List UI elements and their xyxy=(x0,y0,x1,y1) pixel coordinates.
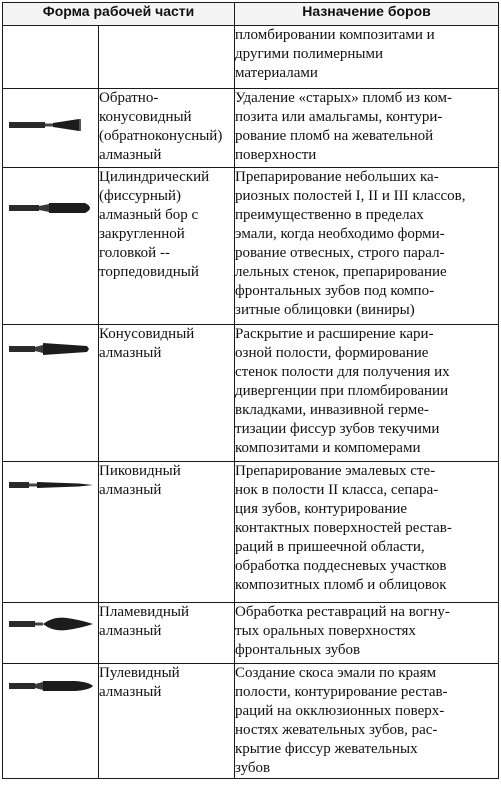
flame-bur-icon xyxy=(9,615,97,633)
bur-purpose-cell xyxy=(235,325,499,462)
bur-purpose-cell xyxy=(235,603,499,664)
table-header-row xyxy=(3,3,499,26)
burs-table xyxy=(2,2,499,779)
bur-name-cell xyxy=(99,26,235,89)
bur-name-cell xyxy=(99,603,235,664)
table-row xyxy=(3,462,499,603)
bur-purpose: Обработка реставраций на вогну- тых оральных поверхностях фронтальных зубов xyxy=(235,604,450,658)
table-row xyxy=(3,89,499,168)
bur-purpose-cell xyxy=(235,462,499,603)
header-shape: Форма рабочей части xyxy=(3,3,235,26)
bur-purpose-cell xyxy=(235,89,499,168)
bur-name: Цилиндрический (фиссурный) алмазный бор с закругленной головкой -- торпедовидный xyxy=(99,169,210,280)
bur-image-cell xyxy=(3,664,99,779)
bur-name: Пулевидный алмазный xyxy=(99,665,180,700)
bur-name-cell xyxy=(99,664,235,779)
bur-name-cell xyxy=(99,89,235,168)
bur-purpose-cell xyxy=(235,26,499,89)
cone-bur-icon xyxy=(9,341,97,357)
bur-name: Обратно- конусовидный (обратноконусный) алмазный xyxy=(99,90,223,163)
torpedo-bur-icon xyxy=(9,200,97,216)
table-row xyxy=(3,168,499,325)
bur-purpose-cell xyxy=(235,664,499,779)
bur-purpose: Препарирование эмалевых сте- нок в полости II класса, сепара- ция зубов, контурирование контактных поверхностей рестав- раций в пришеечной области, обработка поддесневых участков композитных пломб и облицовок xyxy=(235,463,452,593)
bur-name: Конусовидный алмазный xyxy=(99,326,195,361)
table-row xyxy=(3,26,499,89)
bur-name-cell xyxy=(99,462,235,603)
bur-purpose: пломбировании композитами и другими полимерными материалами xyxy=(235,27,435,81)
table-row xyxy=(3,664,499,779)
bur-image-cell xyxy=(3,603,99,664)
bur-purpose: Раскрытие и расширение кари- озной полости, формирование стенок полости для получения их дивергенции при пломбировании вкладками, инвазивной герме- тизации фиссур зубов текучими композитами и компомерами xyxy=(235,326,450,456)
bur-image-cell xyxy=(3,168,99,325)
bur-name: Пламевидный алмазный xyxy=(99,604,189,639)
table-row xyxy=(3,325,499,462)
bur-image-cell xyxy=(3,462,99,603)
bur-purpose: Создание скоса эмали по краям полости, контурирование рестав- раций на окклюзионных поверх- ностях жевательных зубов, рас- крытие фиссур жевательных зубов xyxy=(235,665,448,776)
needle-bur-icon xyxy=(9,478,97,492)
bur-image-cell xyxy=(3,325,99,462)
bur-name-cell xyxy=(99,168,235,325)
bur-name: Пиковидный алмазный xyxy=(99,463,181,498)
bur-purpose-cell xyxy=(235,168,499,325)
bur-purpose: Препарирование небольших ка- риозных полостей I, II и III классов, преимущественно в пределах эмали, когда необходимо форми- рование отвесных, строго парал- лельных стенок, препарирование фронтальных зубов под компо- зитные облицовки (виниры) xyxy=(235,169,466,318)
bur-purpose: Удаление «старых» пломб из ком- позита или амальгамы, контури- рование пломб на жевательной поверхности xyxy=(235,90,452,163)
bur-image-cell xyxy=(3,26,99,89)
bur-name-cell xyxy=(99,325,235,462)
bur-image-cell xyxy=(3,89,99,168)
table-row xyxy=(3,603,499,664)
bullet-bur-icon xyxy=(9,678,97,694)
header-purpose: Назначение боров xyxy=(235,3,499,26)
inverted-cone-bur-icon xyxy=(9,117,95,133)
